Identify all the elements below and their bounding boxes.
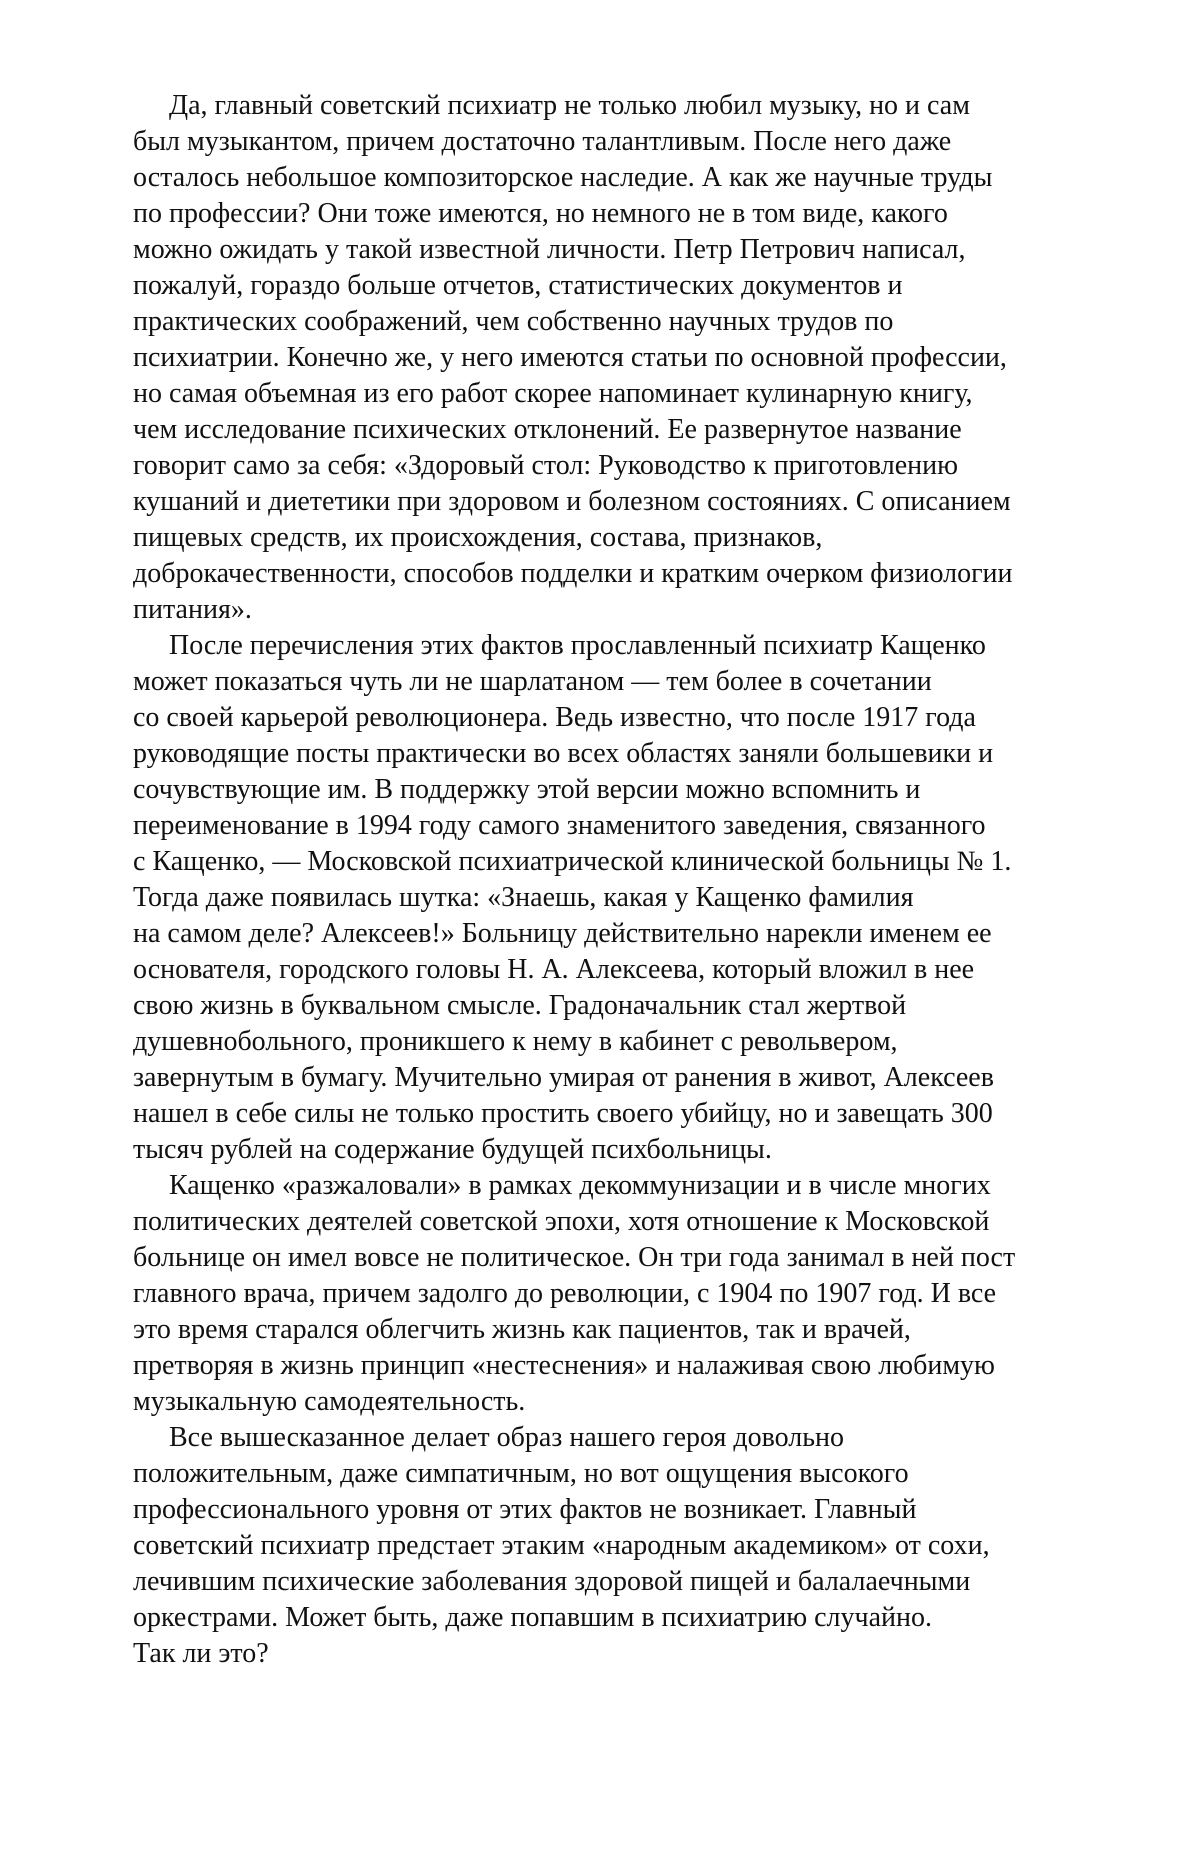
text-line: положительным, даже симпатичным, но вот ощущения высокого: [133, 1458, 909, 1489]
text-line: политических деятелей советской эпохи, хотя отношение к Московской: [133, 1206, 990, 1237]
text-line: оркестрами. Может быть, даже попавшим в психиатрию случайно.: [133, 1602, 932, 1633]
text-line: Так ли это?: [133, 1638, 269, 1669]
text-line: переименование в 1994 году самого знаменитого заведения, связанного: [133, 810, 986, 841]
paragraph-4: [133, 1420, 1133, 1672]
text-line: претворяя в жизнь принцип «нестеснения» и налаживая свою любимую: [133, 1350, 995, 1381]
text-line: психиатрии. Конечно же, у него имеются статьи по основной профессии,: [133, 342, 1007, 373]
text-line: чем исследование психических отклонений. Ее развернутое название: [133, 414, 962, 445]
text-line: может показаться чуть ли не шарлатаном — тем более в сочетании: [133, 666, 932, 697]
text-line: главного врача, причем задолго до революции, с 1904 по 1907 год. И все: [133, 1278, 997, 1309]
text-line: Все вышесказанное делает образ нашего героя довольно: [169, 1422, 845, 1453]
text-line: душевнобольного, проникшего к нему в кабинет с револьвером,: [133, 1026, 898, 1057]
text-line: руководящие посты практически во всех областях заняли большевики и: [133, 738, 994, 769]
text-line: профессионального уровня от этих фактов не возникает. Главный: [133, 1494, 917, 1525]
text-line: музыкальную самодеятельность.: [133, 1386, 526, 1417]
text-line: лечившим психические заболевания здоровой пищей и балалаечными: [133, 1566, 971, 1597]
text-line: пищевых средств, их происхождения, состава, признаков,: [133, 522, 823, 553]
text-line: Да, главный советский психиатр не только любил музыку, но и сам: [169, 90, 970, 121]
text-line: свою жизнь в буквальном смысле. Градоначальник стал жертвой: [133, 990, 907, 1021]
text-line: на самом деле? Алексеев!» Больницу действительно нарекли именем ее: [133, 918, 992, 949]
paragraph-1: [133, 88, 1133, 628]
text-line: основателя, городского головы Н. А. Алексеева, который вложил в нее: [133, 954, 975, 985]
text-line: советский психиатр предстает этаким «народным академиком» от сохи,: [133, 1530, 990, 1561]
text-line: После перечисления этих фактов прославленный психиатр Кащенко: [169, 630, 986, 661]
text-line: сочувствующие им. В поддержку этой версии можно вспомнить и: [133, 774, 921, 805]
text-line: кушаний и диететики при здоровом и болезном состояниях. С описанием: [133, 486, 1011, 517]
text-line: осталось небольшое композиторское наследие. А как же научные труды: [133, 162, 993, 193]
text-line: был музыкантом, причем достаточно талантливым. После него даже: [133, 126, 952, 157]
text-line: Кащенко «разжаловали» в рамках декоммунизации и в числе многих: [169, 1170, 991, 1201]
text-line: нашел в себе силы не только простить своего убийцу, но и завещать 300: [133, 1098, 993, 1129]
text-line: доброкачественности, способов подделки и кратким очерком физиологии: [133, 558, 1013, 589]
text-line: практических соображений, чем собственно научных трудов по: [133, 306, 894, 337]
text-line: со своей карьерой революционера. Ведь известно, что после 1917 года: [133, 702, 976, 733]
text-line: можно ожидать у такой известной личности. Петр Петрович написал,: [133, 234, 966, 265]
text-line: питания».: [133, 594, 252, 625]
text-line: пожалуй, гораздо больше отчетов, статистических документов и: [133, 270, 903, 301]
text-line: больнице он имел вовсе не политическое. Он три года занимал в ней пост: [133, 1242, 1016, 1273]
text-line: по профессии? Они тоже имеются, но немного не в том виде, какого: [133, 198, 948, 229]
text-line: с Кащенко, — Московской психиатрической клинической больницы № 1.: [133, 846, 1012, 877]
text-line: завернутым в бумагу. Мучительно умирая от ранения в живот, Алексеев: [133, 1062, 994, 1093]
text-line: но самая объемная из его работ скорее напоминает кулинарную книгу,: [133, 378, 973, 409]
text-line: Тогда даже появилась шутка: «Знаешь, какая у Кащенко фамилия: [133, 882, 914, 913]
text-line: это время старался облегчить жизнь как пациентов, так и врачей,: [133, 1314, 911, 1345]
paragraph-2: [133, 628, 1133, 1168]
text-line: говорит само за себя: «Здоровый стол: Руководство к приготовлению: [133, 450, 959, 481]
paragraph-3: [133, 1168, 1133, 1420]
body-text: [133, 88, 1133, 1672]
text-line: тысяч рублей на содержание будущей психбольницы.: [133, 1134, 772, 1165]
